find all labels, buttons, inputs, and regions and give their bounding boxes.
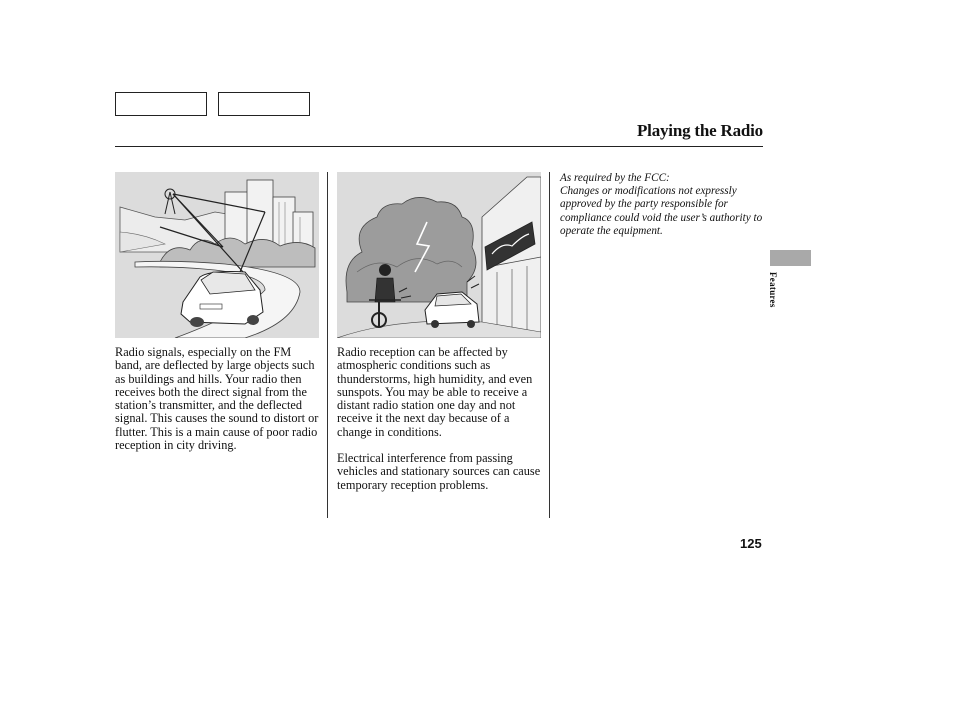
fcc-note-body: Changes or modifications not expressly approved by the party responsible for compliance could void the user’s authority to operate the equipment. <box>560 185 763 237</box>
page-number: 125 <box>740 536 762 551</box>
section-tab <box>770 250 811 266</box>
electrical-interference-paragraph: Electrical interference from passing vehicles and stationary sources can cause temporary reception problems. <box>337 451 541 492</box>
fcc-note-heading: As required by the FCC: <box>560 172 670 184</box>
section-label: Features <box>768 272 778 308</box>
page-title: Playing the Radio <box>636 121 763 140</box>
header-rule <box>115 146 763 147</box>
signal-deflection-illustration <box>115 172 319 338</box>
signal-deflection-paragraph: Radio signals, especially on the FM band, are deflected by large objects such as buildings and hills. Your radio then receives both the direct signal from the station’s transmitter, and the deflected signal. This causes the sound to distort or flutter. This is a main cause of poor radio reception in city driving. <box>115 345 319 453</box>
column-divider-1 <box>327 172 328 518</box>
nav-box-next[interactable] <box>218 92 310 116</box>
column-divider-2 <box>549 172 550 518</box>
nav-box-previous[interactable] <box>115 92 207 116</box>
fcc-note <box>560 172 765 238</box>
storm-interference-illustration <box>337 172 541 338</box>
atmospheric-conditions-paragraph: Radio reception can be affected by atmospheric conditions such as thunderstorms, high humidity, and even sunspots. You may be able to receive a distant radio station one day and not receive it the next day because of a change in conditions. <box>337 345 533 439</box>
